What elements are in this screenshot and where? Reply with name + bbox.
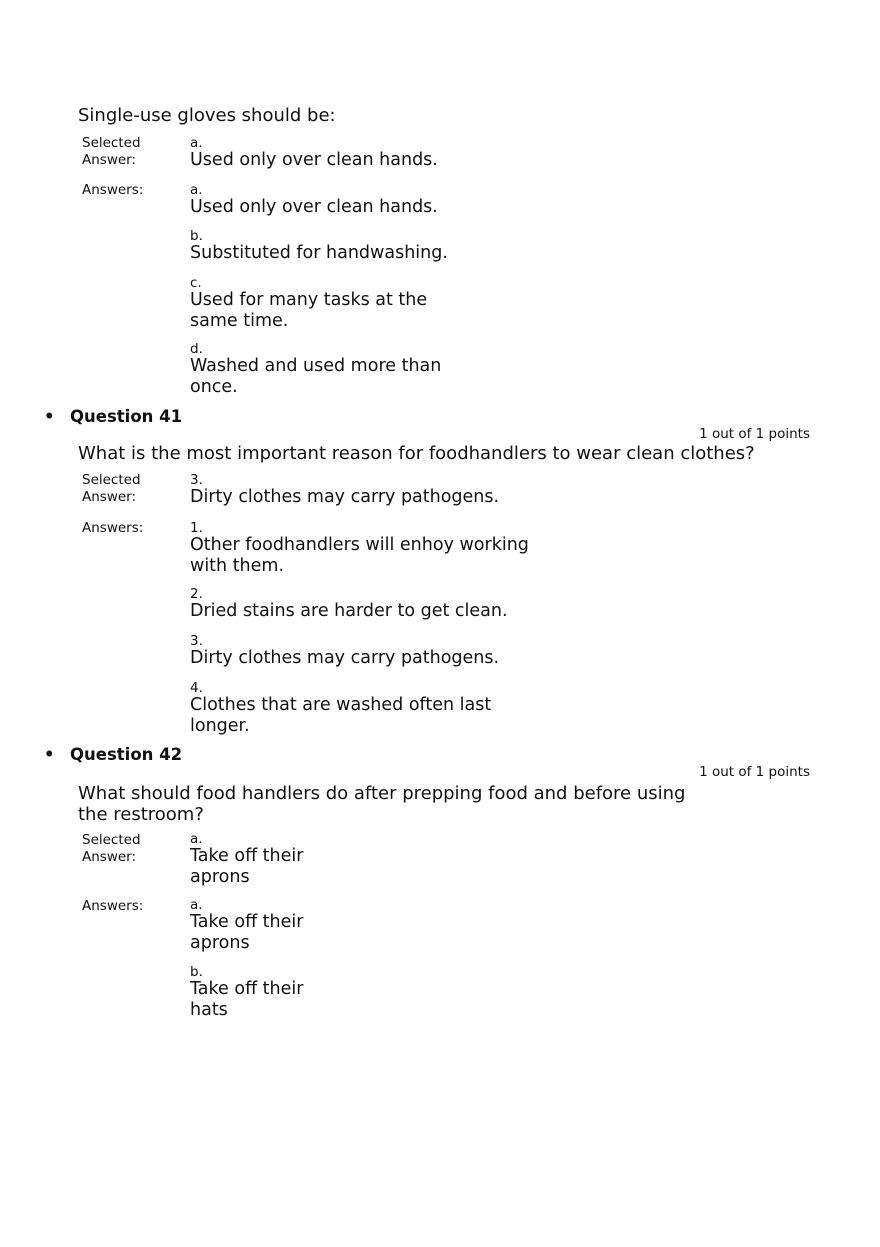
bullet-icon: •	[44, 745, 55, 764]
answer-letter: a.	[190, 135, 203, 151]
answer-text: Dirty clothes may carry pathogens.	[190, 648, 500, 668]
answer-letter: b.	[190, 964, 203, 980]
answer-letter: 2.	[190, 586, 203, 602]
answer-letter: 3.	[190, 472, 203, 488]
answer-text: Take off their aprons	[190, 846, 304, 887]
selected-answer	[190, 136, 450, 171]
answer-text: Washed and used more than once.	[190, 356, 442, 397]
answer-text: Dirty clothes may carry pathogens.	[190, 487, 500, 507]
answer-option	[190, 965, 325, 1021]
question-42-text: What should food handlers do after prepping food and before using the restroom?	[78, 783, 686, 825]
answer-option	[190, 634, 535, 669]
answer-text: Used for many tasks at the same time.	[190, 290, 428, 331]
answer-letter: b.	[190, 228, 203, 244]
answer-option	[190, 183, 460, 218]
answer-text: Used only over clean hands.	[190, 197, 438, 217]
answer-letter: c.	[190, 275, 202, 291]
answer-option	[190, 587, 535, 622]
answer-text: Clothes that are washed often last longer.	[190, 695, 492, 736]
selected-answer-label: Selected Answer:	[82, 135, 141, 168]
answer-option	[190, 276, 445, 332]
question-41-heading	[44, 407, 182, 427]
answers-label: Answers:	[82, 182, 144, 198]
question-title: Question 41	[70, 407, 183, 426]
answer-letter: a.	[190, 182, 203, 198]
points-score: 1 out of 1 points	[699, 426, 810, 442]
answer-text: Used only over clean hands.	[190, 150, 438, 170]
answer-letter: a.	[190, 831, 203, 847]
answers-label: Answers:	[82, 520, 144, 536]
question-42-heading	[44, 745, 182, 765]
answer-option	[190, 342, 445, 398]
answer-letter: 3.	[190, 633, 203, 649]
answer-text: Take off their hats	[190, 979, 304, 1020]
selected-answer	[190, 473, 520, 508]
answer-option	[190, 521, 535, 577]
question-title: Question 42	[70, 745, 183, 764]
points-score: 1 out of 1 points	[699, 764, 810, 780]
answer-letter: a.	[190, 897, 203, 913]
answer-text: Other foodhandlers will enhoy working with them.	[190, 535, 529, 576]
answer-option	[190, 681, 500, 737]
answer-option	[190, 229, 460, 264]
bullet-icon: •	[44, 407, 55, 426]
question-41-text: What is the most important reason for foodhandlers to wear clean clothes?	[78, 443, 755, 464]
answer-option	[190, 898, 325, 954]
answer-letter: d.	[190, 341, 203, 357]
selected-answer-label: Selected Answer:	[82, 832, 141, 865]
selected-answer-label: Selected Answer:	[82, 472, 141, 505]
answer-text: Dried stains are harder to get clean.	[190, 601, 508, 621]
answer-letter: 1.	[190, 520, 203, 536]
question-40-text: Single-use gloves should be:	[78, 105, 336, 126]
answer-text: Take off their aprons	[190, 912, 304, 953]
answers-label: Answers:	[82, 898, 144, 914]
answer-letter: 4.	[190, 680, 203, 696]
answer-text: Substituted for handwashing.	[190, 243, 448, 263]
selected-answer	[190, 832, 325, 888]
